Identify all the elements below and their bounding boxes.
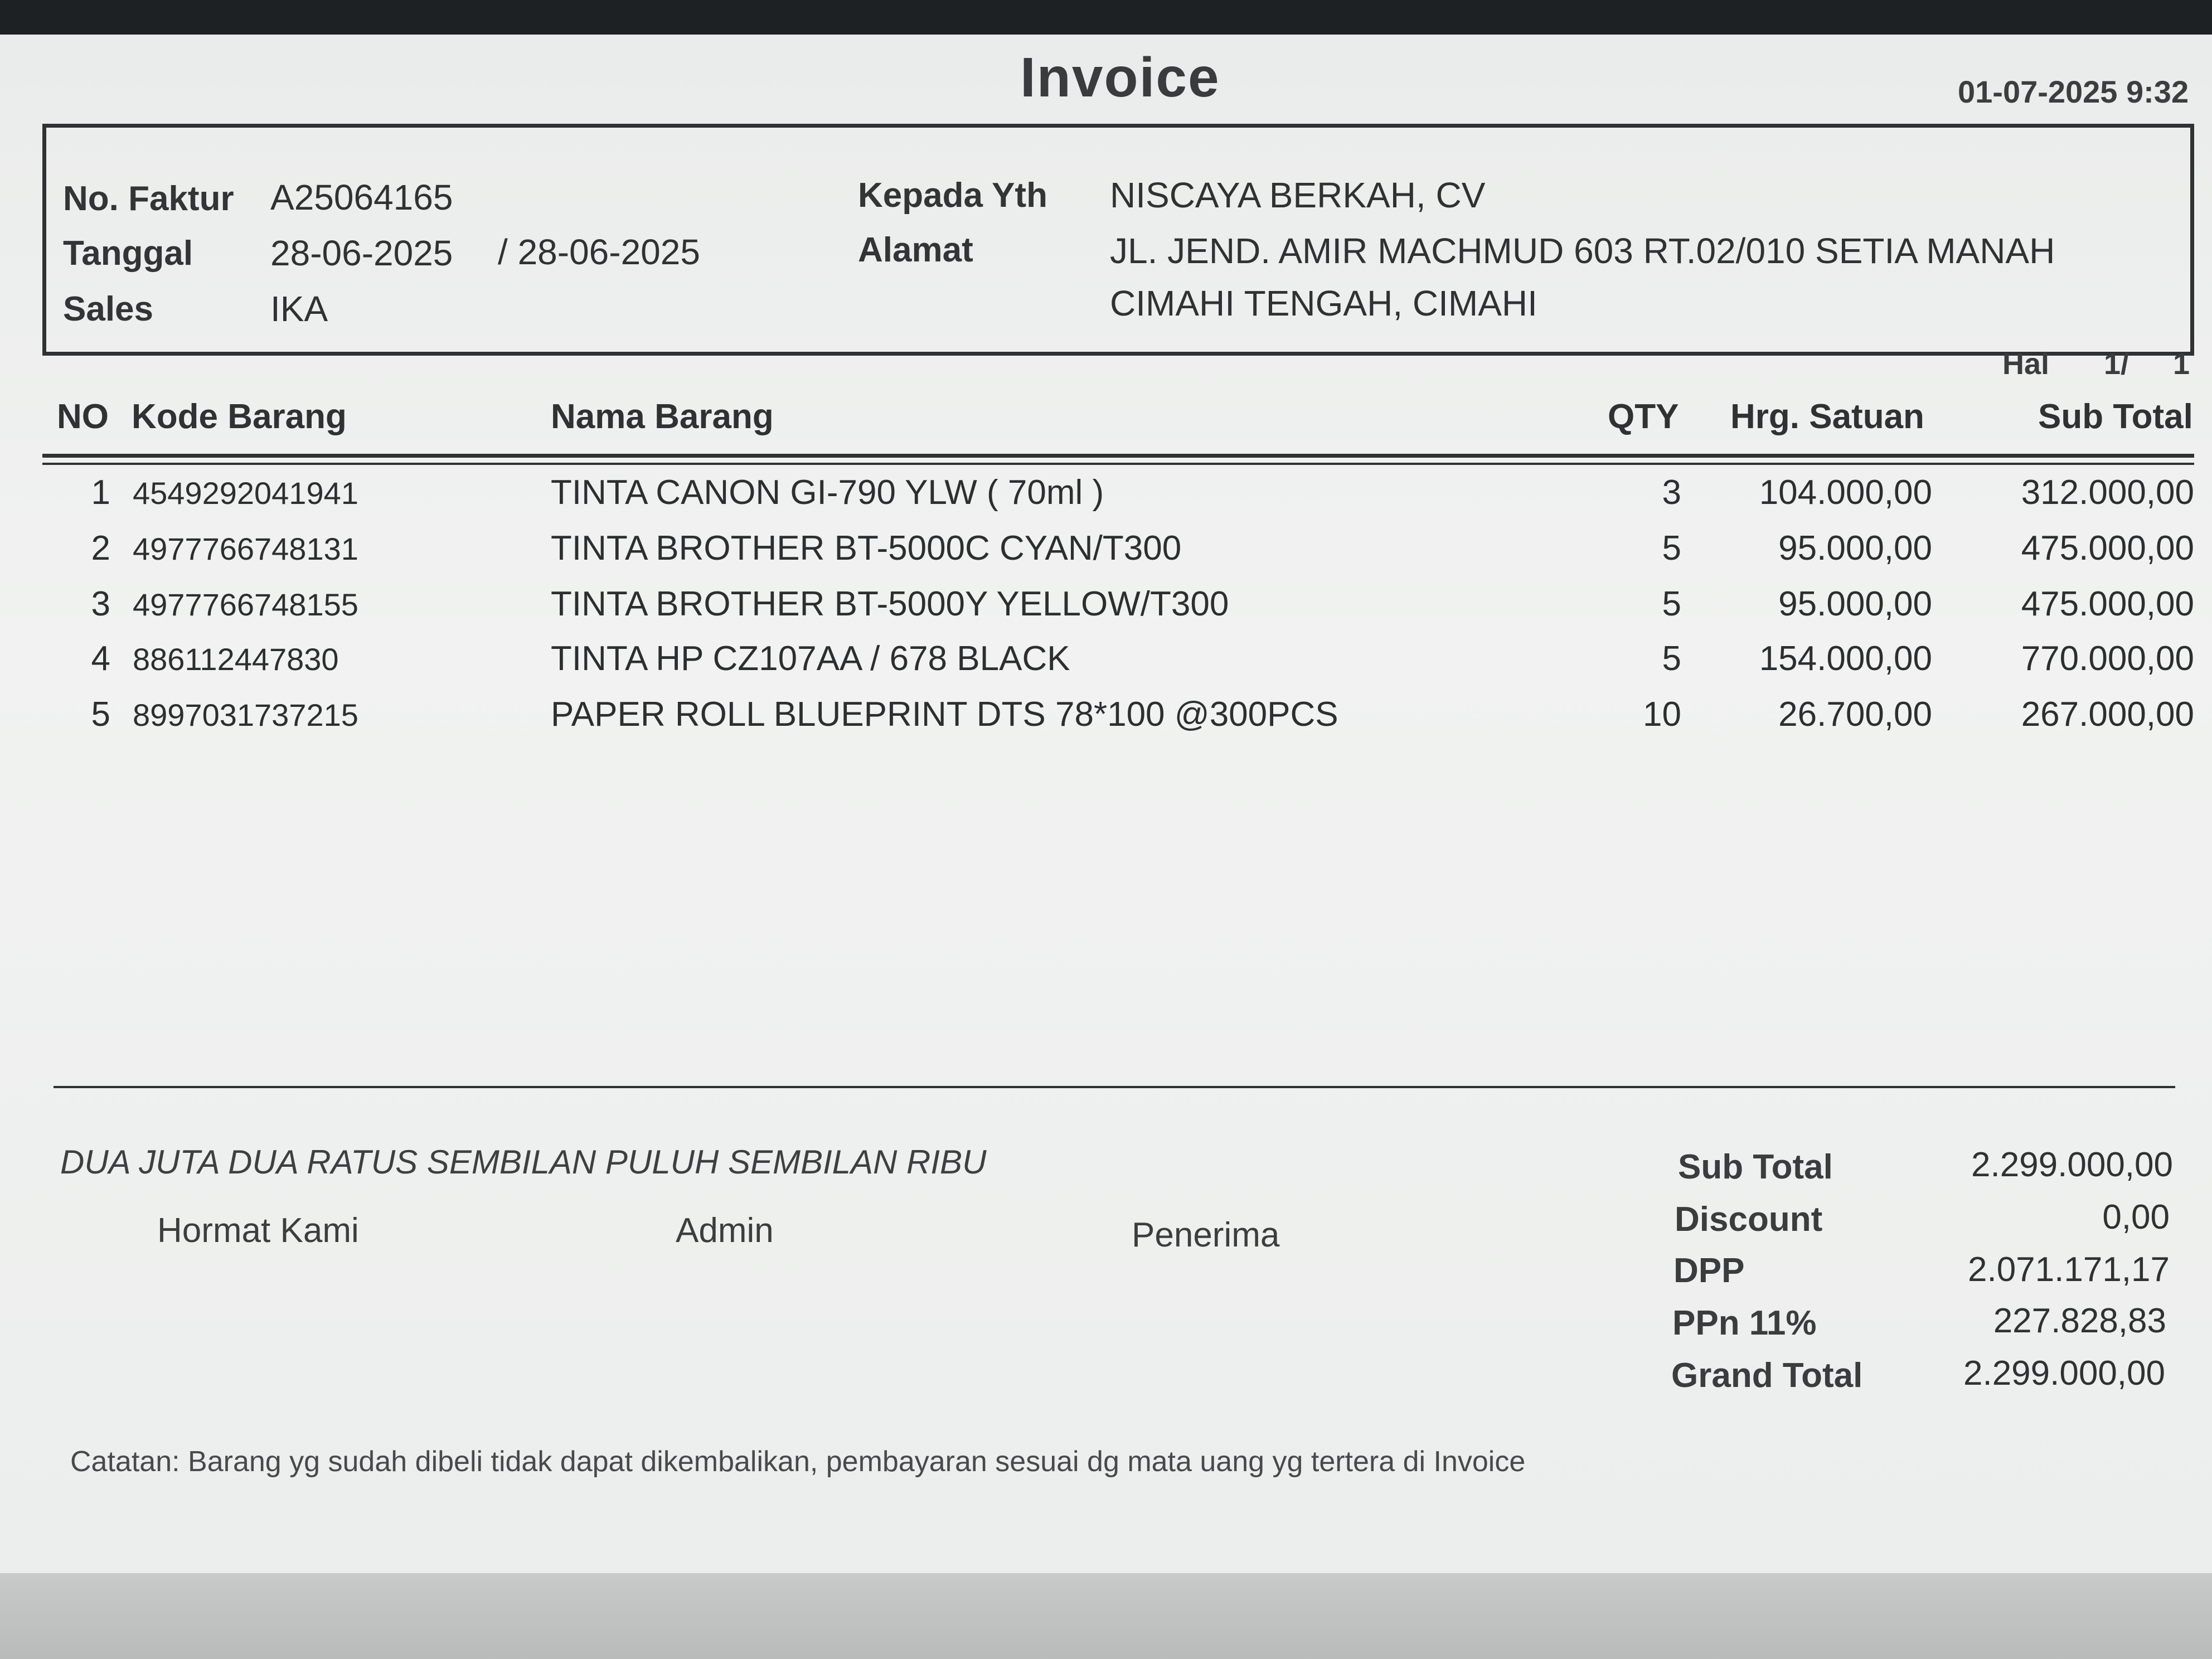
item-kode: 4977766748131 <box>133 531 358 566</box>
item-subtotal: 267.000,00 <box>2021 695 2194 734</box>
invoice-header-box <box>42 124 2194 356</box>
summary-subtotal-label: Sub Total <box>1678 1148 1833 1186</box>
item-qty: 3 <box>1662 473 1681 512</box>
col-header-subtotal: Sub Total <box>2038 397 2193 436</box>
summary-discount-value: 0,00 <box>2102 1198 2170 1236</box>
page-total: 1 <box>2173 347 2190 381</box>
printed-datetime: 01-07-2025 9:32 <box>1958 74 2189 109</box>
summary-discount-label: Discount <box>1675 1200 1823 1239</box>
item-nama: TINTA CANON GI-790 YLW ( 70ml ) <box>551 473 1104 512</box>
alamat-line-2: CIMAHI TENGAH, CIMAHI <box>1110 283 1537 323</box>
item-nama: TINTA BROTHER BT-5000Y YELLOW/T300 <box>551 585 1229 623</box>
item-subtotal: 770.000,00 <box>2021 639 2194 678</box>
no-faktur-label: No. Faktur <box>63 180 234 218</box>
item-qty: 5 <box>1662 585 1681 623</box>
item-harga: 95.000,00 <box>1778 529 1932 567</box>
item-harga: 95.000,00 <box>1778 585 1932 623</box>
monitor-bottom-edge <box>0 1573 2212 1659</box>
item-harga: 104.000,00 <box>1759 473 1932 512</box>
item-kode: 886112447830 <box>133 642 339 677</box>
sales-label: Sales <box>63 290 154 328</box>
item-kode: 4977766748155 <box>133 587 358 622</box>
item-no: 5 <box>91 695 110 734</box>
summary-dpp-label: DPP <box>1673 1251 1745 1290</box>
summary-ppn-label: PPn 11% <box>1672 1304 1817 1342</box>
item-qty: 5 <box>1662 529 1681 567</box>
item-no: 4 <box>91 639 110 678</box>
summary-ppn-value: 227.828,83 <box>1993 1302 2166 1340</box>
col-header-nama: Nama Barang <box>551 397 774 436</box>
summary-dpp-value: 2.071.171,17 <box>1967 1250 2170 1289</box>
kepada-label: Kepada Yth <box>858 176 1047 215</box>
col-header-harga: Hrg. Satuan <box>1730 397 1924 436</box>
page-current: 1/ <box>2104 347 2129 381</box>
invoice-screen <box>0 35 2212 1573</box>
signature-admin: Admin <box>676 1211 774 1250</box>
invoice-title: Invoice <box>1020 46 1220 109</box>
item-nama: TINTA HP CZ107AA / 678 BLACK <box>551 639 1070 678</box>
item-subtotal: 475.000,00 <box>2021 585 2194 623</box>
item-harga: 26.700,00 <box>1778 695 1932 734</box>
item-subtotal: 475.000,00 <box>2021 529 2194 567</box>
item-no: 2 <box>91 529 110 567</box>
summary-subtotal-value: 2.299.000,00 <box>1971 1146 2173 1184</box>
footer-rule <box>54 1086 2175 1088</box>
summary-grand-total-value: 2.299.000,00 <box>1963 1354 2165 1393</box>
header-rule-top <box>42 454 2194 458</box>
monitor-bezel <box>0 0 2212 35</box>
amount-in-words: DUA JUTA DUA RATUS SEMBILAN PULUH SEMBILAN RIBU <box>60 1143 987 1181</box>
tanggal-label: Tanggal <box>63 234 193 273</box>
invoice-note: Catatan: Barang yg sudah dibeli tidak dapat dikembalikan, pembayaran sesuai dg mata uang yg tertera di Invoice <box>70 1445 1526 1478</box>
item-nama: TINTA BROTHER BT-5000C CYAN/T300 <box>551 529 1182 567</box>
item-harga: 154.000,00 <box>1759 639 1932 678</box>
header-rule-bottom <box>42 463 2194 465</box>
no-faktur-value: A25064165 <box>270 177 453 217</box>
item-nama: PAPER ROLL BLUEPRINT DTS 78*100 @300PCS <box>551 695 1338 734</box>
item-subtotal: 312.000,00 <box>2021 473 2194 512</box>
item-qty: 10 <box>1643 695 1681 734</box>
tanggal-value: 28-06-2025 <box>270 233 453 273</box>
item-kode: 8997031737215 <box>133 697 358 733</box>
col-header-qty: QTY <box>1608 397 1679 436</box>
tanggal-value-2: / 28-06-2025 <box>498 232 700 272</box>
item-qty: 5 <box>1662 639 1681 678</box>
signature-penerima: Penerima <box>1132 1216 1280 1254</box>
col-header-no: NO <box>57 397 109 436</box>
alamat-label: Alamat <box>858 231 973 269</box>
col-header-kode: Kode Barang <box>132 397 347 436</box>
sales-value: IKA <box>270 289 328 329</box>
summary-grand-total-label: Grand Total <box>1671 1356 1863 1395</box>
item-kode: 4549292041941 <box>133 476 358 511</box>
item-no: 1 <box>91 473 110 512</box>
item-no: 3 <box>91 585 110 623</box>
kepada-value: NISCAYA BERKAH, CV <box>1110 175 1486 215</box>
page-label: Hal <box>2002 347 2050 381</box>
signature-hormat-kami: Hormat Kami <box>157 1211 359 1250</box>
alamat-line-1: JL. JEND. AMIR MACHMUD 603 RT.02/010 SETIA MANAH <box>1110 231 2055 271</box>
